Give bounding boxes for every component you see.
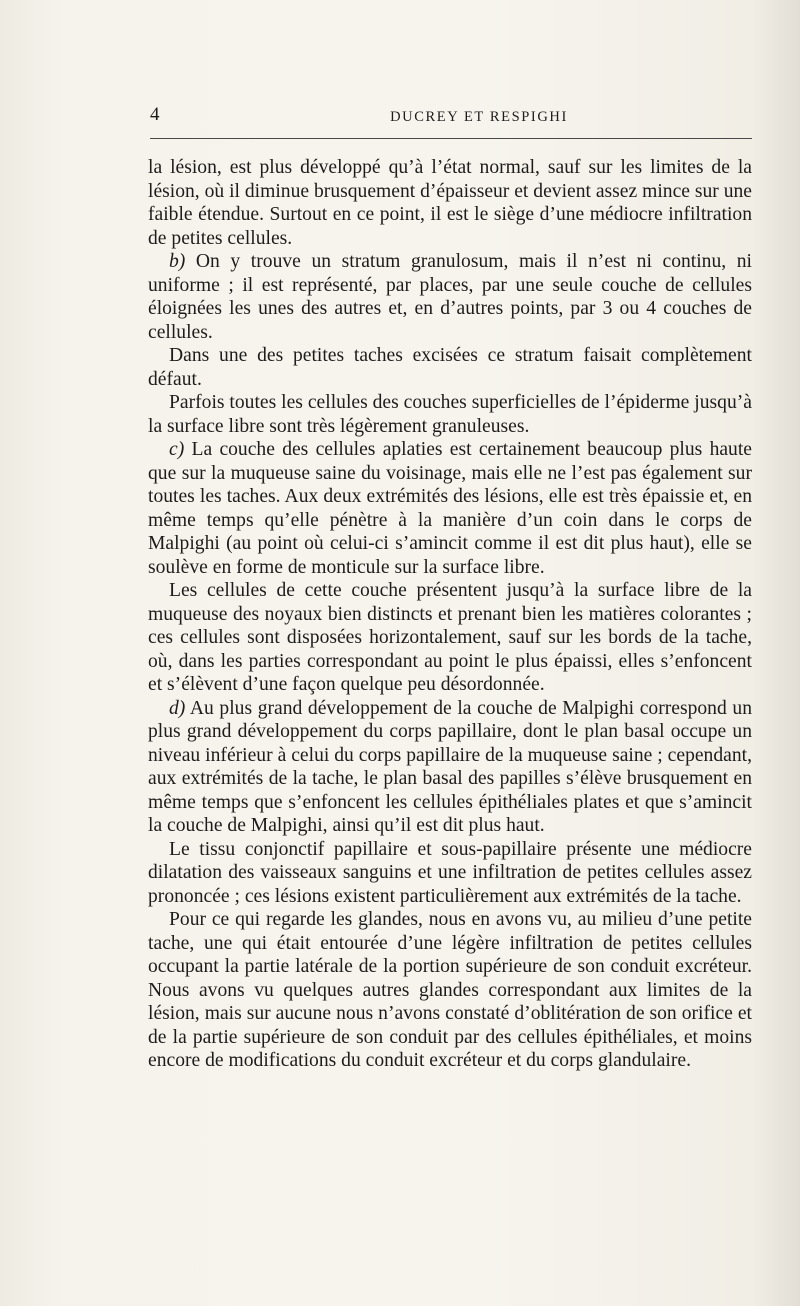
paragraph-6: Les cellules de cette couche présentent jusqu’à la surface libre de la muqueuse des noyaux bien distincts et prenant bien les matières colorantes ; ces cellules sont disposées horizontalement, sauf sur les bords de la tache, où, dans les parties correspondant au point le plus épaissi, elles s’enfoncent et s’élèvent d’une façon quelque peu désordonnée. <box>148 580 752 695</box>
item-label-c: c) <box>169 439 185 460</box>
item-label-d: d) <box>169 697 186 719</box>
body-text <box>148 156 752 1073</box>
paragraph-7: d) Au plus grand développement de la couche de Malpighi correspond un plus grand développement du corps papillaire, dont le plan basal occupe un niveau inférieur à celui du corps papillaire de la muqueuse saine ; cependant, aux extrémités de la tache, le plan basal des papilles s’élève brusquement en même temps que s’enfoncent les cellules épithéliales plates et que s’amincit la couche de Malpighi, ainsi qu’il est dit plus haut. <box>148 697 752 836</box>
page-header <box>150 104 752 128</box>
paragraph-2: b) On y trouve un stratum granulosum, mais il n’est ni continu, ni uniforme ; il est représenté, par places, par une seule couche de cellules éloignées les unes des autres et, en d’autres points, par 3 ou 4 couches de cellules. <box>148 251 752 343</box>
paragraph-3: Dans une des petites taches excisées ce stratum faisait complètement défaut. <box>148 345 752 390</box>
paragraph-8: Le tissu conjonctif papillaire et sous-papillaire présente une médiocre dilatation des vaisseaux sanguins et une infiltration de petites cellules assez prononcée ; ces lésions existent particulièrement aux extrémités de la tache. <box>148 838 752 907</box>
paragraph-4: Parfois toutes les cellules des couches superficielles de l’épiderme jusqu’à la surface libre sont très légèrement granuleuses. <box>148 392 752 437</box>
paragraph-1: la lésion, est plus développé qu’à l’état normal, sauf sur les limites de la lésion, où il diminue brusquement d’épaisseur et devient assez mince sur une faible étendue. Surtout en ce point, il est le siège d’une médiocre infiltration de petites cellules. <box>148 157 752 249</box>
item-label-b: b) <box>169 251 186 272</box>
paragraph-5: c) La couche des cellules aplaties est certainement beaucoup plus haute que sur la muqueuse saine du voisinage, mais elle ne l’est pas également sur toutes les taches. Aux deux extrémités des lésions, elle est très épaissie et, en même temps qu’elle pénètre à la manière d’un coin dans le corps de Malpighi (au point où celui-ci s’amincit comme il est dit plus haut), elle se soulève en forme de monticule sur la surface libre. <box>148 439 752 578</box>
page-number: 4 <box>150 104 160 125</box>
paragraph-9: Pour ce qui regarde les glandes, nous en avons vu, au milieu d’une petite tache, une qui était entourée d’une légère infiltration de petites cellules occupant la partie latérale de la portion supérieure de son conduit excréteur. Nous avons vu quelques autres glandes correspondant aux limites de la lésion, mais sur aucune nous n’avons constaté d’oblitération de son orifice et de la partie supérieure de son conduit par des cellules épithéliales, et moins encore de modifications du conduit excréteur et du corps glandulaire. <box>148 909 752 1071</box>
header-rule <box>150 138 752 139</box>
running-title: DUCREY ET RESPIGHI <box>390 109 568 125</box>
